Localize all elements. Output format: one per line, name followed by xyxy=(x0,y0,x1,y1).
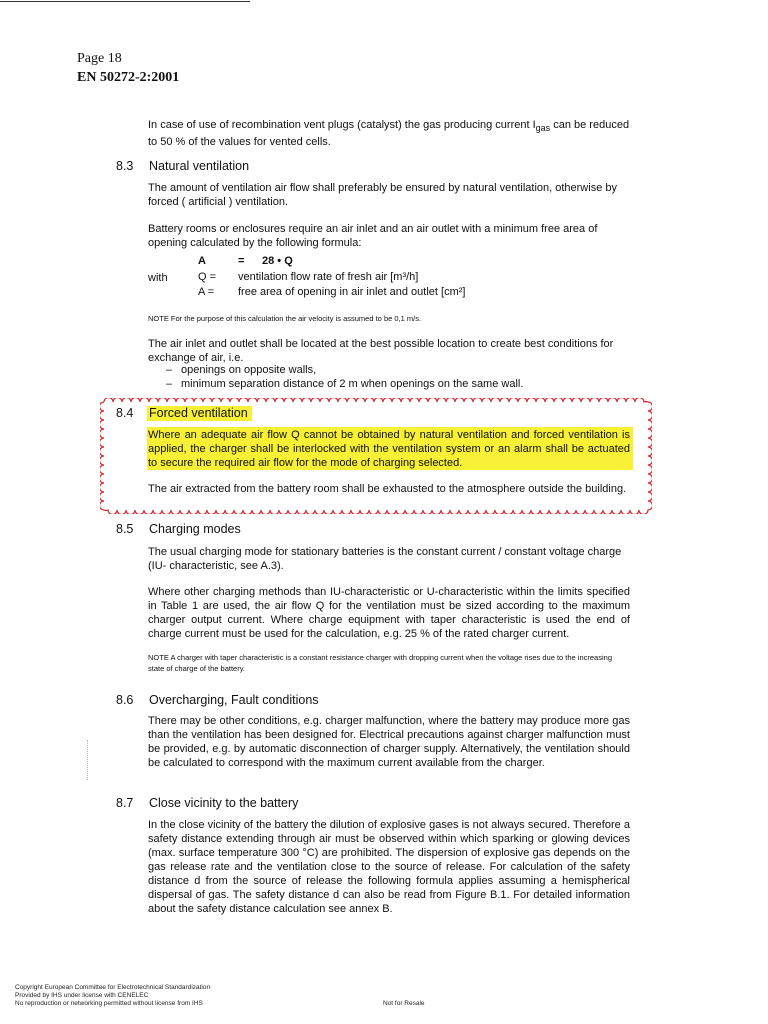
section-8-5-note: NOTE A charger with taper characteristic is a constant resistance charger with dropping current when the voltage rises due to the increasing state of charge of the battery. xyxy=(148,653,612,673)
footer-copyright xyxy=(15,984,210,1008)
section-8-7-title: Close vicinity to the battery xyxy=(149,796,299,810)
section-8-4-para-1: Where an adequate air flow Q cannot be obtained by natural ventilation and forced ventilation is applied, the charger shall be interlocked with the ventilation system or an alarm shall be actuated to secure the required air flow for the mode of charging selected. xyxy=(148,429,630,469)
footer-resale: Not for Resale xyxy=(383,1000,425,1007)
section-8-5-number: 8.5 xyxy=(116,522,134,536)
section-8-3-title: Natural ventilation xyxy=(149,159,250,173)
section-8-3-para-1: The amount of ventilation air flow shall preferably be ensured by natural ventilation, otherwise by forced ( artificial ) ventilation. xyxy=(148,182,617,208)
section-8-5-para-2: Where other charging methods than IU-characteristic or U-characteristic within the limits specified in Table 1 are used, the air flow Q for the ventilation must be sized according to the maximum charger output current. Where charge equipment with taper characteristic is used the end of charge current must be used for the calculation, e.g. 25 % of the rated charger current. xyxy=(148,586,630,640)
section-8-4-para-2: The air extracted from the battery room shall be exhausted to the atmosphere outside the building. xyxy=(148,483,627,495)
section-8-6-number: 8.6 xyxy=(116,693,134,707)
a-symbol: A = xyxy=(198,286,215,298)
a-description: free area of opening in air inlet and outlet [cm²] xyxy=(238,286,466,298)
formula-equals: = xyxy=(238,255,245,267)
section-8-6-para-1: There may be other conditions, e.g. charger malfunction, where the battery may produce more gas than the ventilation has been designed for. Electrical precautions against charger malfunction must be provided, e.g. by automatic disconnection of charger supply. Alternatively, the ventilation should be calculated to correspond with the maximum current available from the charger. xyxy=(148,715,630,769)
dash-bullet: – xyxy=(166,364,173,376)
formula-rhs: 28 • Q xyxy=(262,255,293,267)
section-8-5-para-1: The usual charging mode for stationary batteries is the constant current / constant voltage charge (IU- characteristic, see A.3). xyxy=(148,546,622,572)
margin-mark xyxy=(87,740,90,780)
dash-bullet: – xyxy=(166,378,173,390)
section-8-3-para-3: The air inlet and outlet shall be located at the best possible location to create best conditions for exchange of air, i.e. xyxy=(148,338,614,364)
q-symbol: Q = xyxy=(198,271,217,283)
section-8-6-title: Overcharging, Fault conditions xyxy=(149,693,319,707)
section-8-3-para-2: Battery rooms or enclosures require an air inlet and an air outlet with a minimum free area of opening calculated by the following formula: xyxy=(148,223,598,249)
section-8-5-title: Charging modes xyxy=(149,522,241,536)
intro-subscript: gas xyxy=(535,123,551,134)
section-8-3-number: 8.3 xyxy=(116,159,134,173)
list-item-text: minimum separation distance of 2 m when openings on the same wall. xyxy=(181,378,524,390)
section-8-7-number: 8.7 xyxy=(116,796,134,810)
intro-text: In case of use of recombination vent plugs (catalyst) the gas producing current I xyxy=(148,119,536,131)
footer-line-2: Provided by IHS under license with CENELEC xyxy=(15,992,149,999)
intro-text-cont: can be reduced to 50 % of the values for vented cells. xyxy=(148,119,630,149)
top-rule xyxy=(0,1,250,2)
formula-lhs: A xyxy=(198,255,206,267)
footer-line-3: No reproduction or networking permitted without license from IHS xyxy=(15,1000,203,1007)
with-label: with xyxy=(148,272,168,284)
standard-id: EN 50272-2:2001 xyxy=(77,70,180,85)
section-8-3-note: NOTE For the purpose of this calculation the air velocity is assumed to be 0,1 m/s. xyxy=(148,314,422,323)
section-8-7-para-1: In the close vicinity of the battery the dilution of explosive gases is not always secured. Therefore a safety distance extending through air must be observed within which sparking or glowing devices (max. surface temperature 300 °C) are prohibited. The dispersion of explosive gas depends on the gas release rate and the ventilation close to the source of release. For calculation of the safety distance d from the source of release the following formula applies assuming a hemispherical dispersal of gas. The safety distance d can also be read from Figure B.1. For detailed information about the safety distance calculation see annex B. xyxy=(148,819,630,915)
intro-paragraph xyxy=(148,118,630,149)
q-description: ventilation flow rate of fresh air [m³/h] xyxy=(238,271,419,283)
section-8-4-number: 8.4 xyxy=(116,406,134,420)
section-8-4-title: Forced ventilation xyxy=(149,406,248,420)
page-number: Page 18 xyxy=(77,51,122,66)
footer-line-1: Copyright European Committee for Electrotechnical Standardization xyxy=(15,984,211,991)
list-item-text: openings on opposite walls, xyxy=(181,364,317,376)
